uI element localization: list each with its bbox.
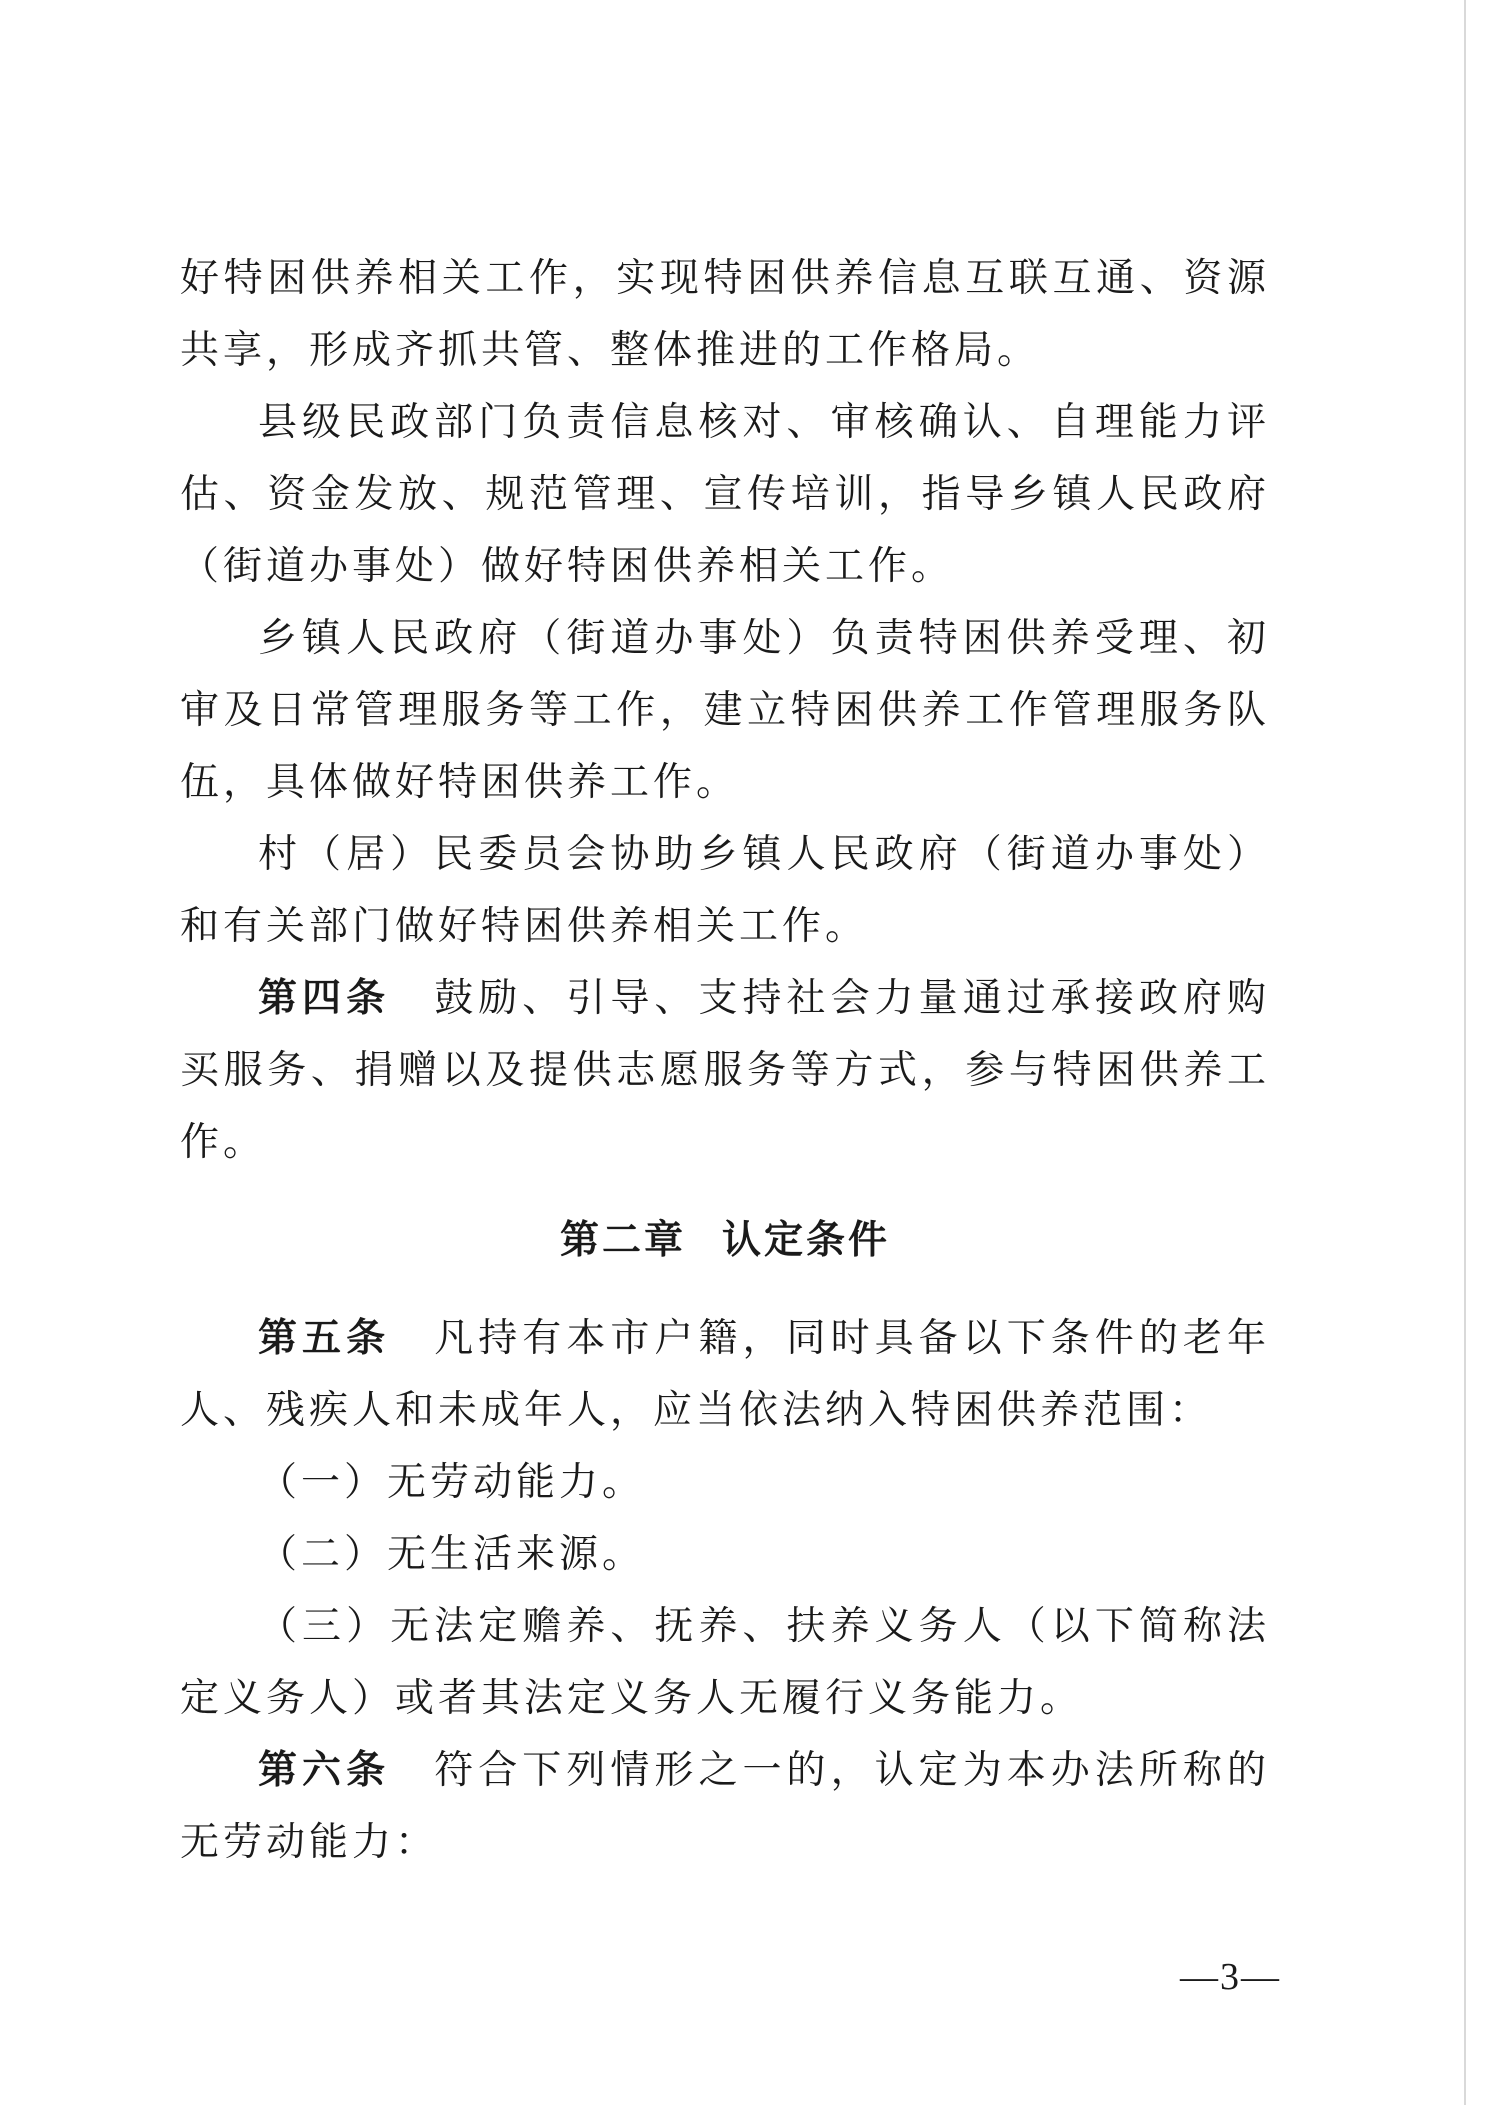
article-4 (180, 963, 1270, 1179)
page-edge-line (1464, 0, 1466, 2105)
chapter-number: 第二章 (559, 1218, 686, 1263)
document-body (180, 243, 1270, 1879)
paragraph-village-duties: 村（居）民委员会协助乡镇人民政府（街道办事处）和有关部门做好特困供养相关工作。 (180, 832, 1270, 949)
article-6-lead: 第六条 (258, 1748, 391, 1793)
chapter-heading (180, 1205, 1270, 1277)
article-5-text: 凡持有本市户籍，同时具备以下条件的老年人、残疾人和未成年人，应当依法纳入特困供养范围： (180, 1316, 1270, 1433)
chapter-title: 认定条件 (722, 1218, 891, 1263)
article-4-text: 鼓励、引导、支持社会力量通过承接政府购买服务、捐赠以及提供志愿服务等方式，参与特困供养工作。 (180, 976, 1270, 1165)
article-5-item-3: （三）无法定赡养、抚养、扶养义务人（以下简称法定义务人）或者其法定义务人无履行义务能力。 (180, 1604, 1270, 1721)
paragraph-county-duties: 县级民政部门负责信息核对、审核确认、自理能力评估、资金发放、规范管理、宣传培训，指导乡镇人民政府（街道办事处）做好特困供养相关工作。 (180, 400, 1270, 589)
article-6 (180, 1735, 1270, 1879)
article-5-item-2: （二）无生活来源。 (258, 1532, 646, 1577)
article-5-lead: 第五条 (258, 1316, 391, 1361)
article-6-text: 符合下列情形之一的，认定为本办法所称的无劳动能力： (180, 1748, 1270, 1865)
paragraph-township-duties: 乡镇人民政府（街道办事处）负责特困供养受理、初审及日常管理服务等工作，建立特困供养工作管理服务队伍，具体做好特困供养工作。 (180, 616, 1270, 805)
article-5 (180, 1303, 1270, 1447)
page-number: —3— (1180, 1956, 1281, 1998)
article-5-item-1: （一）无劳动能力。 (258, 1460, 646, 1505)
paragraph-continuation: 好特困供养相关工作，实现特困供养信息互联互通、资源共享，形成齐抓共管、整体推进的工作格局。 (180, 256, 1270, 373)
article-4-lead: 第四条 (258, 976, 391, 1021)
